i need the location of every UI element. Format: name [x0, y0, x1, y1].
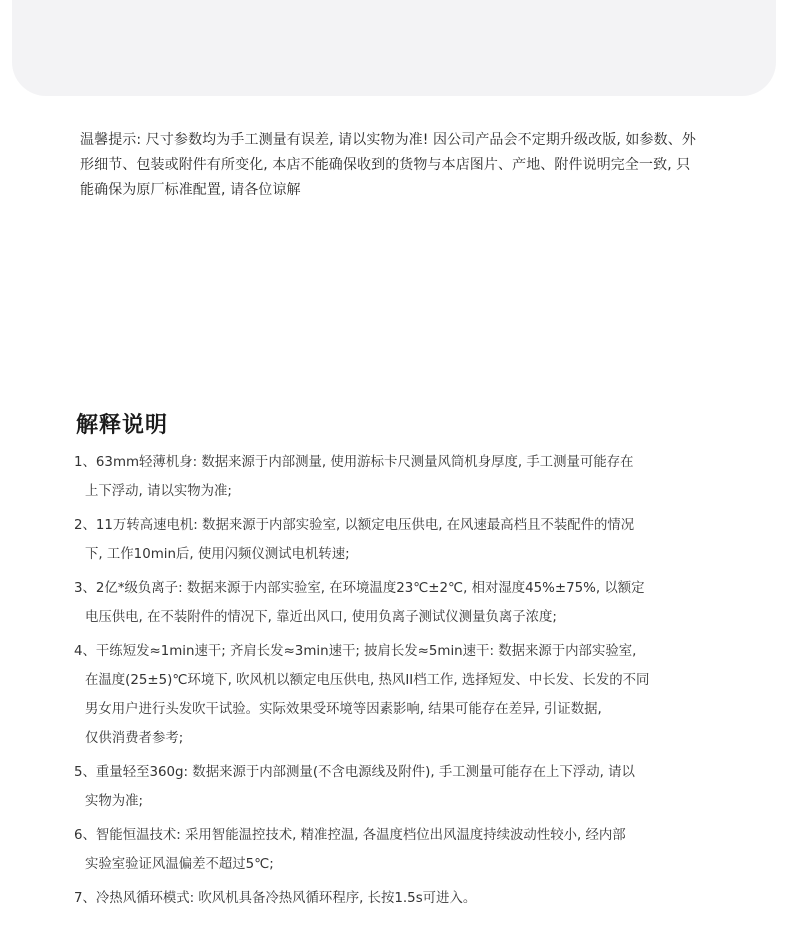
list-item — [74, 637, 694, 753]
list-item-text: 1、63mm轻薄机身: 数据来源于内部测量, 使用游标卡尺测量风筒机身厚度, 手工测量可能存在 — [74, 455, 634, 470]
list-item-text: 4、干练短发≈1min速干; 齐肩长发≈3min速干; 披肩长发≈5min速干: 数据来源于内部实验室, — [74, 644, 637, 659]
list-item-text: 5、重量轻至360g: 数据来源于内部测量(不含电源线及附件), 手工测量可能存在上下浮动, 请以 — [74, 765, 635, 780]
list-item — [74, 511, 694, 569]
section-title: 解释说明 — [76, 413, 169, 438]
list-item-text: 6、智能恒温技术: 采用智能温控技术, 精准控温, 各温度档位出风温度持续波动性较小, 经内部 — [74, 828, 626, 843]
list-item — [74, 884, 694, 913]
list-item-text: 3、2亿*级负离子: 数据来源于内部实验室, 在环境温度23℃±2℃, 相对湿度45%±75%, 以额定 — [74, 581, 645, 596]
list-item — [74, 574, 694, 632]
explanation-list — [74, 448, 694, 918]
list-item-continuation: 实物为准; — [85, 794, 144, 809]
list-item — [74, 821, 694, 879]
list-item-continuation: 电压供电, 在不装附件的情况下, 靠近出风口, 使用负离子测试仪测量负离子浓度; — [85, 610, 557, 625]
list-item-continuation: 男女用户进行头发吹干试验。实际效果受环境等因素影响, 结果可能存在差异, 引证数据, — [85, 702, 602, 717]
list-item-text: 7、冷热风循环模式: 吹风机具备冷热风循环程序, 长按1.5s可进入。 — [74, 891, 477, 906]
list-item-continuation: 仅供消费者参考; — [85, 731, 184, 746]
list-item — [74, 448, 694, 506]
list-item-text: 2、11万转高速电机: 数据来源于内部实验室, 以额定电压供电, 在风速最高档且不装配件的情况 — [74, 518, 635, 533]
list-item-continuation: 下, 工作10min后, 使用闪频仪测试电机转速; — [85, 547, 350, 562]
list-item-continuation: 在温度(25±5)℃环境下, 吹风机以额定电压供电, 热风II档工作, 选择短发、中长发、长发的不同 — [85, 673, 650, 688]
top-card — [12, 0, 776, 96]
list-item-continuation: 上下浮动, 请以实物为准; — [85, 484, 232, 499]
notice-line: 能确保为原厂标准配置, 请各位谅解 — [80, 182, 301, 198]
list-item-continuation: 实验室验证风温偏差不超过5℃; — [85, 857, 274, 872]
warm-tip-notice — [80, 128, 740, 203]
notice-line: 温馨提示: 尺寸参数均为手工测量有误差, 请以实物为准! 因公司产品会不定期升级改版, 如参数、外 — [80, 132, 696, 148]
notice-line: 形细节、包装或附件有所变化, 本店不能确保收到的货物与本店图片、产地、附件说明完全一致, 只 — [80, 157, 691, 173]
list-item — [74, 758, 694, 816]
